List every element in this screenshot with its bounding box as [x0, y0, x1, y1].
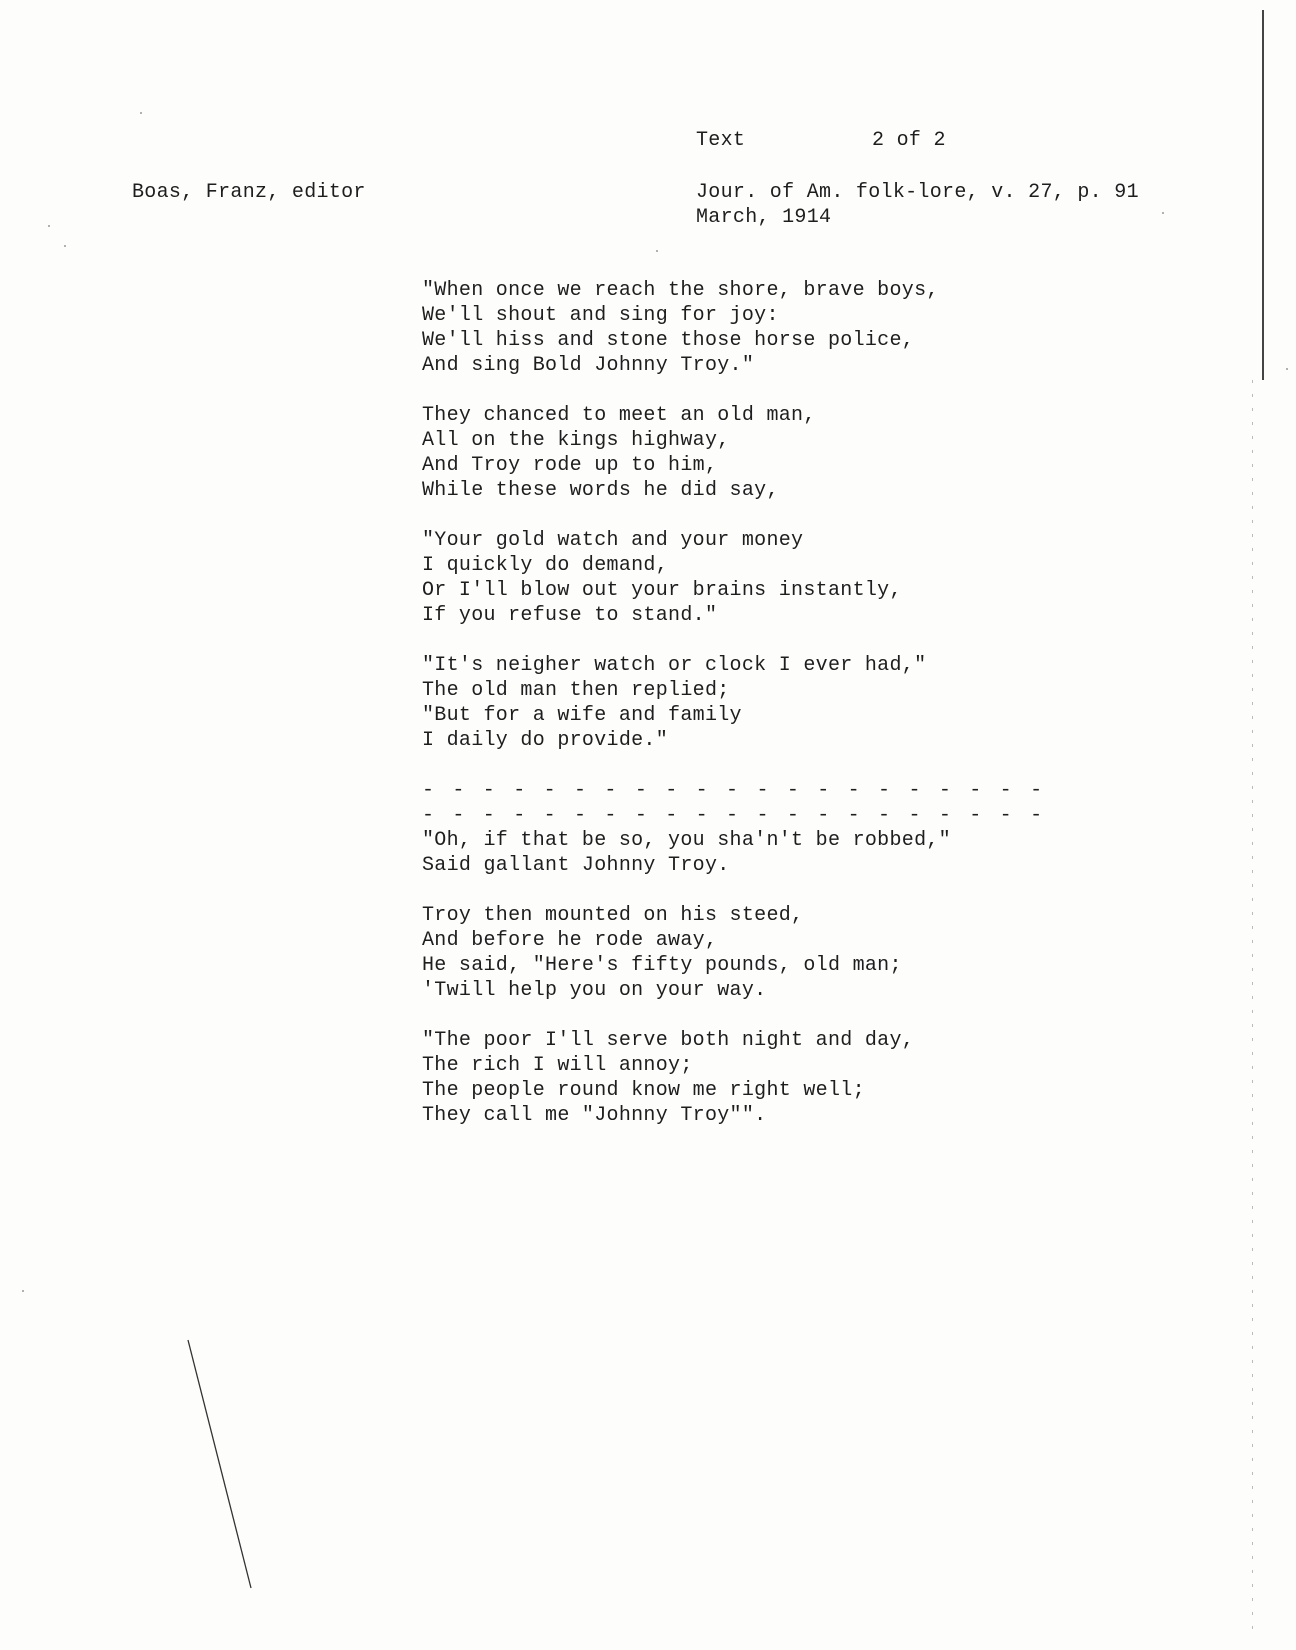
- poem-line: All on the kings highway,: [422, 429, 730, 452]
- poem-line: And sing Bold Johnny Troy.": [422, 354, 755, 377]
- poem-line: While these words he did say,: [422, 479, 779, 502]
- scan-speck: [64, 245, 66, 247]
- poem-line: "Oh, if that be so, you sha'n't be robbed,": [422, 829, 951, 852]
- poem-line: "The poor I'll serve both night and day,: [422, 1029, 915, 1052]
- poem-line: We'll shout and sing for joy:: [422, 304, 779, 327]
- poem-line: Troy then mounted on his steed,: [422, 904, 804, 927]
- poem-line: He said, "Here's fifty pounds, old man;: [422, 954, 902, 977]
- source-citation: Jour. of Am. folk-lore, v. 27, p. 91: [696, 181, 1139, 204]
- poem-line: 'Twill help you on your way.: [422, 979, 767, 1002]
- omission-dashes: - - - - - - - - - - - - - - - - - - - - -: [422, 779, 1046, 802]
- scan-speck: [1286, 368, 1288, 370]
- poem-line: The people round know me right well;: [422, 1079, 865, 1102]
- poem-line: We'll hiss and stone those horse police,: [422, 329, 915, 352]
- scan-speck: [140, 112, 142, 114]
- poem-line: And Troy rode up to him,: [422, 454, 718, 477]
- poem-line: "Your gold watch and your money: [422, 529, 804, 552]
- poem-line: They chanced to meet an old man,: [422, 404, 816, 427]
- poem-line: Said gallant Johnny Troy.: [422, 854, 730, 877]
- poem-line: I daily do provide.": [422, 729, 669, 752]
- poem-line: Or I'll blow out your brains instantly,: [422, 579, 902, 602]
- scan-speck: [48, 225, 50, 227]
- poem-line: They call me "Johnny Troy"".: [422, 1104, 767, 1127]
- poem-line: The old man then replied;: [422, 679, 730, 702]
- poem-line: The rich I will annoy;: [422, 1054, 693, 1077]
- scan-speck: [22, 1290, 24, 1292]
- poem-line: "When once we reach the shore, brave boys,: [422, 279, 939, 302]
- poem-line: "But for a wife and family: [422, 704, 742, 727]
- scan-speck: [656, 250, 658, 252]
- scan-speck: [1162, 212, 1164, 214]
- publication-date: March, 1914: [696, 206, 832, 229]
- poem-line: And before he rode away,: [422, 929, 718, 952]
- poem-line: "It's neigher watch or clock I ever had,": [422, 654, 927, 677]
- poem-line: I quickly do demand,: [422, 554, 669, 577]
- editor-credit: Boas, Franz, editor: [132, 181, 366, 204]
- page-number: 2 of 2: [872, 129, 946, 152]
- omission-dashes: - - - - - - - - - - - - - - - - - - - - -: [422, 804, 1046, 827]
- header-label: Text: [696, 129, 746, 152]
- poem-line: If you refuse to stand.": [422, 604, 718, 627]
